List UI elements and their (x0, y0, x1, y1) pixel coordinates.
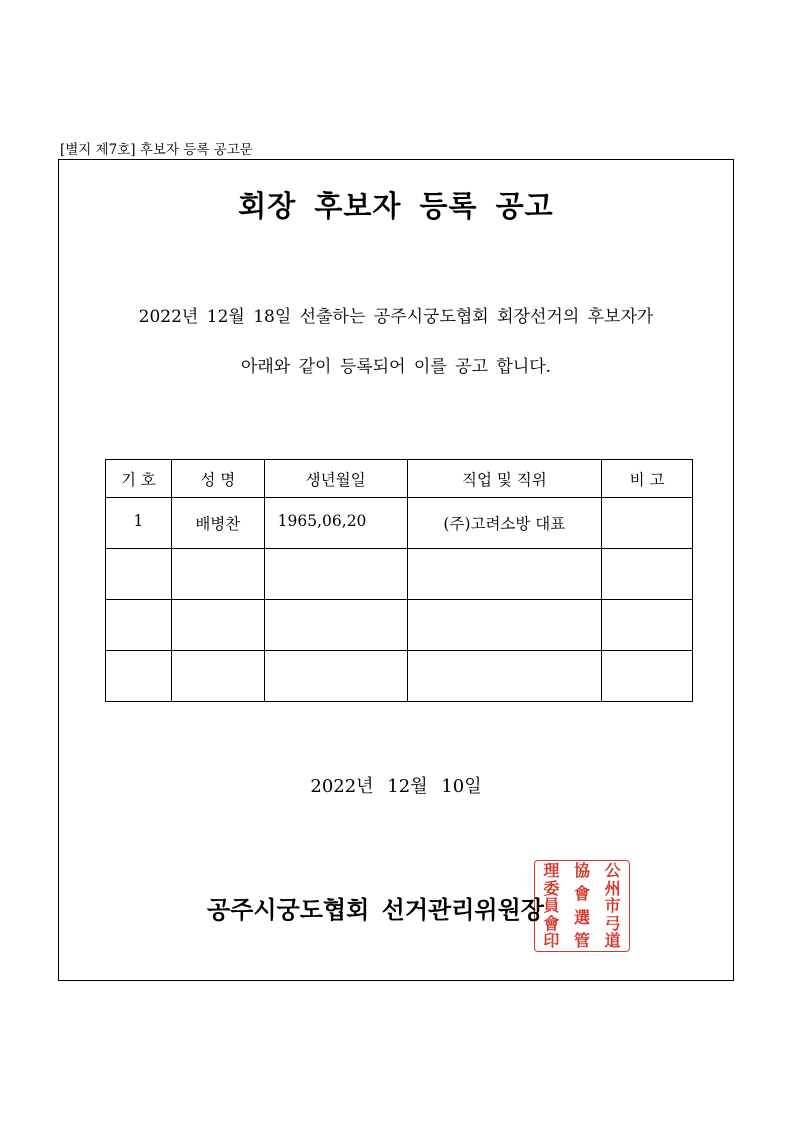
notice-line-2: 아래와 같이 등록되어 이를 공고 합니다. (240, 357, 552, 377)
seal-character: 會 (573, 884, 590, 904)
cell-name (171, 651, 264, 702)
cell-birthdate (264, 600, 407, 651)
header-number: 기 호 (106, 460, 172, 498)
candidate-table (105, 459, 693, 702)
seal-character: 會 (543, 913, 560, 933)
seal-character: 道 (604, 931, 621, 950)
cell-number (106, 651, 172, 702)
notice-line-1: 2022년 12월 18일 선출하는 공주시궁도협회 회장선거의 후보자가 (138, 307, 654, 327)
cell-name: 배병찬 (171, 498, 264, 549)
seal-character: 協 (573, 861, 590, 880)
cell-birthdate (264, 651, 407, 702)
seal-character: 市 (604, 896, 621, 915)
cell-birthdate (264, 549, 407, 600)
seal-character: 州 (604, 878, 621, 898)
seal-character: 委 (543, 878, 560, 898)
seal-column-2 (574, 863, 590, 949)
notice-frame (58, 159, 734, 981)
table-row (106, 600, 693, 651)
seal-column-1 (605, 863, 621, 949)
cell-number: 1 (106, 498, 172, 549)
header-occupation: 직업 및 직위 (407, 460, 602, 498)
cell-name (171, 549, 264, 600)
cell-birthdate: 1965,06,20 (264, 498, 407, 549)
seal-column-3 (543, 863, 559, 949)
header-remarks: 비 고 (602, 460, 693, 498)
cell-remarks (602, 549, 693, 600)
signer-title: 공주시궁도협회 선거관리위원장 (207, 896, 544, 924)
table-row (106, 651, 693, 702)
seal-character: 管 (573, 930, 590, 950)
cell-occupation (407, 651, 602, 702)
cell-remarks (602, 600, 693, 651)
cell-number (106, 549, 172, 600)
cell-remarks (602, 651, 693, 702)
form-label: [별지 제7호] 후보자 등록 공고문 (60, 142, 253, 158)
table-row (106, 498, 693, 549)
official-seal-stamp (534, 860, 630, 952)
cell-occupation (407, 549, 602, 600)
seal-character: 弓 (604, 913, 621, 933)
seal-character: 理 (543, 861, 560, 880)
seal-character: 員 (543, 896, 560, 915)
table-header-row (106, 460, 693, 498)
seal-character: 印 (543, 931, 560, 950)
seal-character: 公 (604, 861, 621, 880)
header-name: 성 명 (171, 460, 264, 498)
announcement-date: 2022년 12월 10일 (310, 776, 482, 797)
cell-number (106, 600, 172, 651)
cell-occupation: (주)고려소방 대표 (407, 498, 602, 549)
seal-character: 選 (573, 907, 590, 927)
cell-name (171, 600, 264, 651)
table-row (106, 549, 693, 600)
cell-remarks (602, 498, 693, 549)
cell-occupation (407, 600, 602, 651)
page-title: 회장 후보자 등록 공고 (238, 189, 554, 223)
header-birthdate: 생년월일 (264, 460, 407, 498)
